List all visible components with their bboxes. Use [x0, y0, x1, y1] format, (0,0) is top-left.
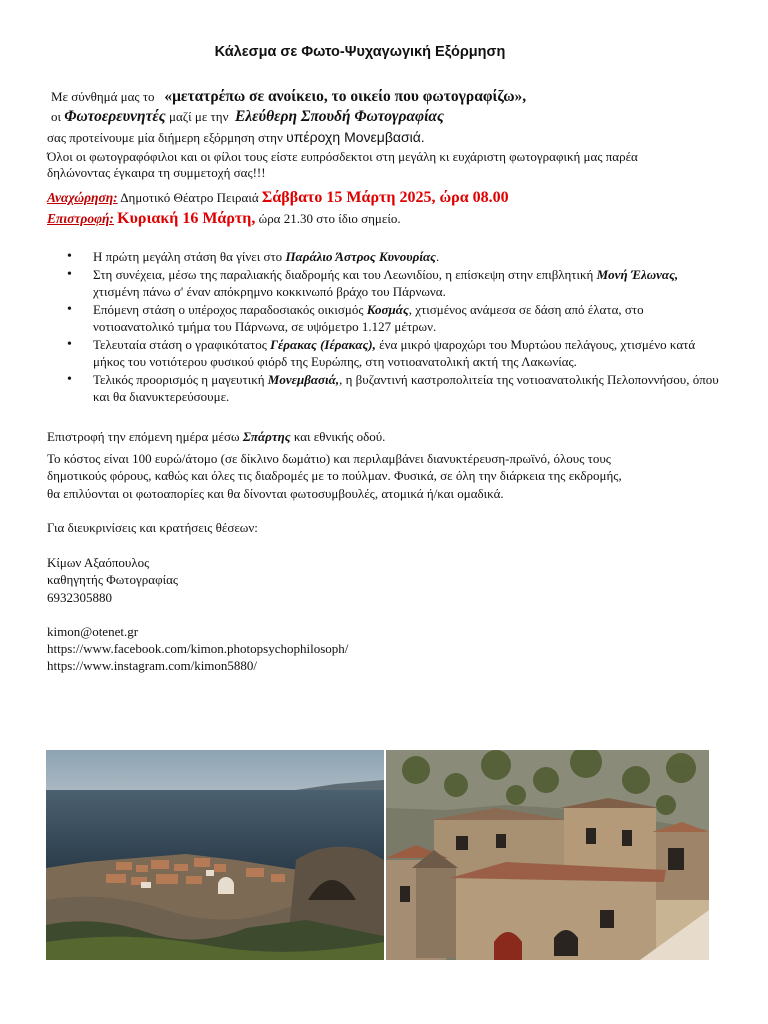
facebook-link[interactable]: https://www.facebook.com/kimon.photopsychophilosoph/	[47, 641, 349, 656]
list-item: • Τελευταία στάση ο γραφικότατος Γέρακας (Ιέρακας), ένα μικρό ψαροχώρι του Μυρτώου πελάγους, χτισμένο κατά μήκος του νοτιότερου φυσικού φιόρδ της Ευρώπης, στη νοτιοανατολική ακτή της Λακωνίας.	[47, 336, 727, 370]
place-name: υπέροχη Μονεμβασιά.	[286, 129, 425, 145]
list-item: • Στη συνέχεια, μέσω της παραλιακής διαδρομής και του Λεωνιδίου, η επίσκεψη στην επιβλητική Μονή Έλωνας, χτισμένη πάνω σ' έναν απόκρημνο κοκκινωπό βράχο του Πάρνωνα.	[47, 266, 727, 300]
school-name: Ελεύθερη Σπουδή Φωτογραφίας	[234, 108, 444, 125]
intro-line-4: Όλοι οι φωτογραφόφιλοι και οι φίλοι τους είστε ευπρόσδεκτοι στη μεγάλη κι ευχάριστη φωτογραφική μας παρέα	[47, 149, 638, 164]
contact-intro: Για διευκρινίσεις και κρατήσεις θέσεων:	[47, 520, 258, 535]
intro-line-2	[51, 108, 444, 125]
contact-role: καθηγητής Φωτογραφίας	[47, 572, 179, 587]
stops-list	[47, 248, 727, 406]
return-date: Κυριακή 16 Μάρτη,	[117, 210, 256, 227]
stone-houses-photo	[386, 750, 709, 960]
intro-l3-prefix: σας προτείνουμε μία διήμερη εξόρμηση στην	[47, 130, 283, 145]
return-line	[47, 210, 401, 227]
departure-place: Δημοτικό Θέατρο Πειραιά	[120, 190, 259, 205]
intro-line-1	[51, 88, 526, 105]
route-text-a: Επιστροφή την επόμενη ημέρα μέσω	[47, 429, 243, 444]
intro-line-5: δηλώνοντας έγκαιρα τη συμμετοχή σας!!!	[47, 165, 266, 180]
contact-email[interactable]: kimon@otenet.gr	[47, 624, 139, 639]
group-name: Φωτοερευνητές	[64, 108, 166, 125]
instagram-link[interactable]: https://www.instagram.com/kimon5880/	[47, 658, 258, 673]
list-item: • Η πρώτη μεγάλη στάση θα γίνει στο Παράλιο Άστρος Κυνουρίας.	[47, 248, 727, 265]
return-time: ώρα 21.30 στο ίδιο σημείο.	[258, 211, 401, 226]
intro-prefix: Με σύνθημά μας το	[51, 89, 155, 104]
coastal-view-photo	[46, 750, 384, 960]
document-title: Κάλεσμα σε Φωτο-Ψυχαγωγική Εξόρμηση	[214, 44, 506, 60]
contact-phone: 6932305880	[47, 590, 112, 605]
coastal-view-image	[46, 750, 384, 960]
cost-line-1: Το κόστος είναι 100 ευρώ/άτομο (σε δίκλινο δωμάτιο) και περιλαμβάνει διανυκτέρευση-πρωϊνό, όλους τους	[47, 451, 611, 466]
route-text-c: και εθνικής οδού.	[290, 429, 386, 444]
intro-l2-mid: μαζί με την	[168, 109, 229, 124]
cost-line-3: θα επιλύονται οι φωτοαπορίες και θα δίνονται φωτοσυμβουλές, ατομικά ή/και ομαδικά.	[47, 486, 504, 501]
intro-line-3	[47, 129, 425, 146]
intro-l2-prefix: οι	[51, 109, 61, 124]
list-item: • Επόμενη στάση ο υπέροχος παραδοσιακός οικισμός Κοσμάς, χτισμένος ανάμεσα σε δάση από έλατα, στο νοτιοανατολικό τμήμα του Πάρνωνα, σε υψόμετρο 1.127 μέτρων.	[47, 301, 727, 335]
return-route-line	[47, 428, 385, 445]
return-label: Επιστροφή:	[47, 211, 114, 226]
departure-time: Σάββατο 15 Μάρτη 2025, ώρα 08.00	[261, 189, 509, 206]
motto: «μετατρέπω σε ανοίκειο, το οικείο που φωτογραφίζω»,	[164, 88, 527, 105]
departure-label: Αναχώρηση:	[47, 190, 118, 205]
contact-name: Κίμων Αξαόπουλος	[47, 555, 150, 570]
departure-line	[47, 189, 509, 206]
stone-houses-image	[386, 750, 709, 960]
list-item: • Τελικός προορισμός η μαγευτική Μονεμβασιά,, η βυζαντινή καστροπολιτεία της νοτιοανατολικής Πελοποννήσου, όπου και θα διανυκτερεύσουμε.	[47, 371, 727, 405]
route-city: Σπάρτης	[242, 429, 291, 444]
cost-line-2: δημοτικούς φόρους, καθώς και όλες τις διαδρομές με το πούλμαν. Φυσικά, σε όλη την διάρκεια της εκδρομής,	[47, 468, 622, 483]
